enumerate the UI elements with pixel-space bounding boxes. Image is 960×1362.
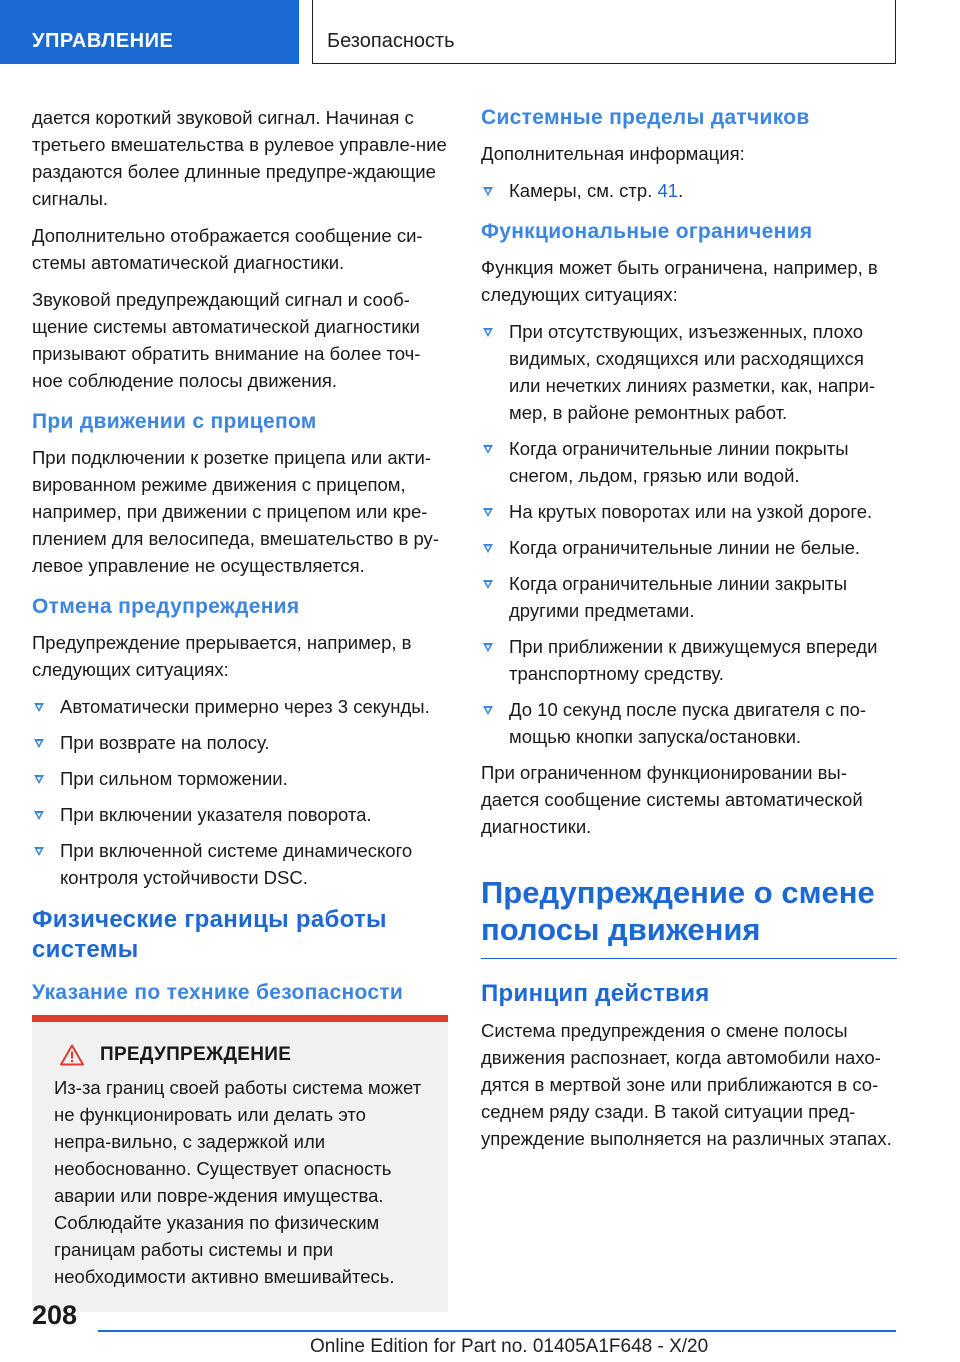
paragraph: При подключении к розетке прицепа или акти-вированном режиме движения с прицепом, например, при движении с прицепом или кре-плением для велосипеда, вмешательство в ру-левое управление не осуществляется.	[32, 447, 439, 576]
list-item: При отсутствующих, изъезженных, плохо видимых, сходящихся или расходящихся или нечетких линиях разметки, как, напри-мер, в районе ремонтных работ.	[481, 318, 897, 426]
paragraph: При ограниченном функционировании вы-дается сообщение системы автоматической диагностики.	[481, 762, 863, 837]
list-item: Когда ограничительные линии закрыты другими предметами.	[481, 570, 897, 624]
bullet-triangle-icon	[34, 739, 44, 748]
list-item: При возврате на полосу.	[32, 729, 448, 756]
bullet-triangle-icon	[34, 811, 44, 820]
warning-text: Из-за границ своей работы система может не функционировать или делать это непра-вильно, с задержкой или необоснованно. Существует опасность аварии или повре-ждения имущества. Соблюдайте указания по физическим границам работы системы и при необходимости активно вмешивайтесь.	[54, 1077, 422, 1287]
bullet-triangle-icon	[34, 775, 44, 784]
bullet-triangle-icon	[483, 643, 493, 652]
cancel-list	[32, 693, 448, 891]
heading-trailer: При движении с прицепом	[32, 410, 317, 433]
section-title: УПРАВЛЕНИЕ	[32, 30, 174, 52]
heading-sensor-limits: Системные пределы датчиков	[481, 106, 810, 129]
warning-box	[32, 1015, 448, 1312]
list-item: При включении указателя поворота.	[32, 801, 448, 828]
chapter-header	[312, 0, 896, 64]
page-link[interactable]: 41	[657, 180, 679, 201]
bullet-triangle-icon	[34, 703, 44, 712]
heading-principle: Принцип действия	[481, 980, 710, 1007]
warning-header	[54, 1044, 426, 1066]
bullet-triangle-icon	[483, 580, 493, 589]
warning-title: ПРЕДУПРЕЖДЕНИЕ	[100, 1044, 292, 1065]
bullet-triangle-icon	[483, 187, 493, 196]
bullet-triangle-icon	[483, 328, 493, 337]
list-item: При включенной системе динамического контроля устойчивости DSC.	[32, 837, 448, 891]
right-column	[481, 104, 897, 1162]
warning-triangle-icon	[60, 1044, 84, 1066]
page-number: 208	[32, 1300, 78, 1330]
heading-cancel: Отмена предупреждения	[32, 595, 300, 618]
chapter-title: Безопасность	[327, 30, 455, 52]
paragraph: Звуковой предупреждающий сигнал и сооб-щение системы автоматической диагностики призывают обратить внимание на более точ-ное соблюдение полосы движения.	[32, 289, 421, 391]
list-item: Когда ограничительные линии не белые.	[481, 534, 897, 561]
bullet-triangle-icon	[483, 706, 493, 715]
bullet-triangle-icon	[483, 508, 493, 517]
heading-functional-limits: Функциональные ограничения	[481, 220, 813, 243]
list-item: Камеры, см. стр. 41.	[481, 177, 897, 204]
list-item: Автоматически примерно через 3 секунды.	[32, 693, 448, 720]
paragraph: дается короткий звуковой сигнал. Начиная с третьего вмешательства в рулевое управле-ние раздаются более длинные предупре-ждающие сигналы.	[32, 107, 447, 209]
heading-lane-change-warning: Предупреждение о смене полосы движения	[481, 874, 897, 959]
bullet-triangle-icon	[483, 445, 493, 454]
paragraph: Предупреждение прерывается, например, в следующих ситуациях:	[32, 632, 412, 680]
paragraph: Дополнительная информация:	[481, 143, 745, 164]
paragraph: Дополнительно отображается сообщение си-стемы автоматической диагностики.	[32, 225, 423, 273]
paragraph: Функция может быть ограничена, например, в следующих ситуациях:	[481, 257, 878, 305]
func-list	[481, 318, 897, 750]
list-item: При приближении к движущемуся впереди транспортному средству.	[481, 633, 897, 687]
list-item: На крутых поворотах или на узкой дороге.	[481, 498, 897, 525]
bullet-triangle-icon	[483, 544, 493, 553]
section-tab	[0, 0, 299, 64]
heading-safety: Указание по технике безопасности	[32, 981, 404, 1004]
footer-edition: Online Edition for Part no. 01405A1F648 - X/20	[310, 1336, 709, 1357]
list-item: Когда ограничительные линии покрыты снегом, льдом, грязью или водой.	[481, 435, 897, 489]
sensor-list	[481, 177, 897, 204]
bullet-triangle-icon	[34, 847, 44, 856]
paragraph: Система предупреждения о смене полосы движения распознает, когда автомобили нахо-дятся в мертвой зоне или приближаются в со-седнем ряду сзади. В такой ситуации пред-упреждение выполняется на различных этапах.	[481, 1020, 892, 1149]
footer-divider	[98, 1330, 896, 1332]
list-item: При сильном торможении.	[32, 765, 448, 792]
list-item: До 10 секунд после пуска двигателя с по-мощью кнопки запуска/остановки.	[481, 696, 897, 750]
left-column	[32, 104, 448, 1312]
heading-limits: Физические границы работы системы	[32, 906, 387, 963]
